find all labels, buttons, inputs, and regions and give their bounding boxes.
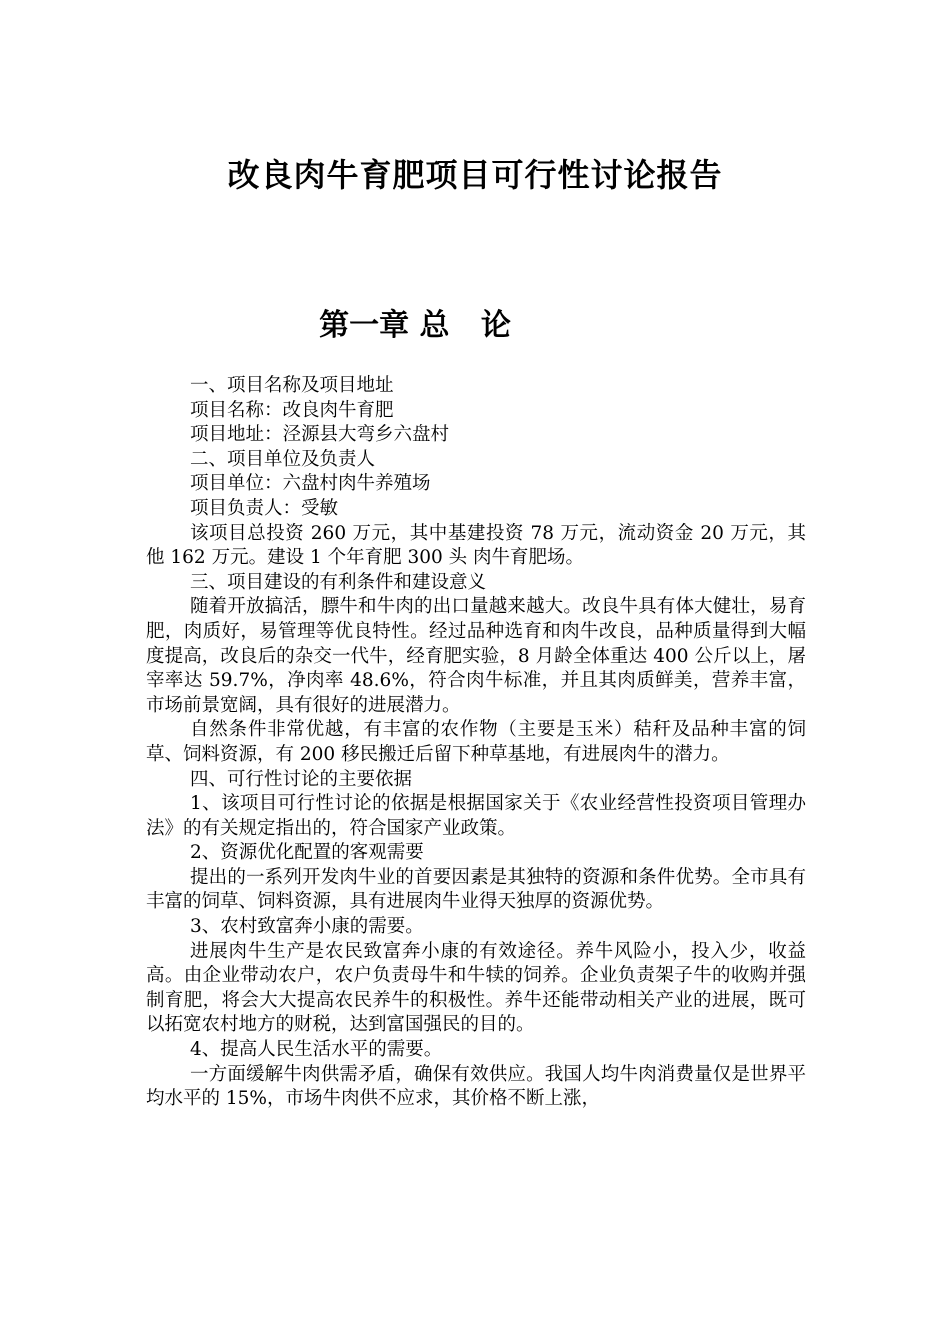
document-title: 改良肉牛育肥项目可行性讨论报告: [227, 156, 723, 194]
section-heading: 四、可行性讨论的主要依据: [190, 768, 413, 790]
project-name-line: 项目名称：改良肉牛育肥: [190, 399, 394, 421]
project-address-line: 项目地址：泾源县大弯乡六盘村: [190, 424, 450, 446]
subsection-heading: 2、资源优化配置的客观需要: [190, 842, 424, 864]
body-paragraph: 自然条件非常优越，有丰富的农作物（主要是玉米）秸秆及品种丰富的饲草、饲料资源，有 200 移民搬迁后留下种草基地，有进展肉牛的潜力。: [146, 719, 806, 765]
project-unit-line: 项目单位：六盘村肉牛养殖场: [190, 473, 431, 495]
project-leader-line: 项目负责人：受敏: [190, 497, 339, 519]
chapter-heading: 第一章 总 论: [319, 308, 511, 343]
body-paragraph: 1、该项目可行性讨论的依据是根据国家关于《农业经营性投资项目管理办法》的有关规定指出的，符合国家产业政策。: [146, 793, 806, 839]
section-heading: 一、项目名称及项目地址: [190, 375, 394, 396]
body-paragraph: 随着开放搞活，膘牛和牛肉的出口量越来越大。改良牛具有体大健壮，易育肥，肉质好，易管理等优良特性。经过品种选育和肉牛改良，品种质量得到大幅度提高，改良后的杂交一代牛，经育肥实验，8 月龄全体重达 400 公斤以上，屠宰率达 59.7%，净肉率 48.6%，符合肉牛标准，并且其肉质鲜美，营养丰富，市场前景宽阔，具有很好的进展潜力。: [146, 596, 806, 716]
body-paragraph: 提出的一系列开发肉牛业的首要因素是其独特的资源和条件优势。全市具有丰富的饲草、饲料资源，具有进展肉牛业得天独厚的资源优势。: [146, 866, 806, 913]
subsection-heading: 3、农村致富奔小康的需要。: [190, 916, 424, 938]
section-heading: 二、项目单位及负责人: [190, 448, 376, 470]
document-body: [146, 374, 806, 1112]
section-heading: 三、项目建设的有利条件和建设意义: [190, 571, 487, 593]
investment-paragraph: 该项目总投资 260 万元，其中基建投资 78 万元，流动资金 20 万元，其他 162 万元。建设 1 个年育肥 300 头 肉牛育肥场。: [146, 522, 806, 569]
body-paragraph: 进展肉牛生产是农民致富奔小康的有效途径。养牛风险小，投入少，收益高。由企业带动农户，农户负责母牛和牛犊的饲养。企业负责架子牛的收购并强制育肥，将会大大提高农民养牛的积极性。养牛还能带动相关产业的进展，既可以拓宽农村地方的财税，达到富国强民的目的。: [146, 940, 806, 1036]
subsection-heading: 4、提高人民生活水平的需要。: [190, 1039, 443, 1061]
body-paragraph: 一方面缓解牛肉供需矛盾，确保有效供应。我国人均牛肉消费量仅是世界平均水平的 15%，市场牛肉供不应求，其价格不断上涨，: [146, 1063, 806, 1110]
